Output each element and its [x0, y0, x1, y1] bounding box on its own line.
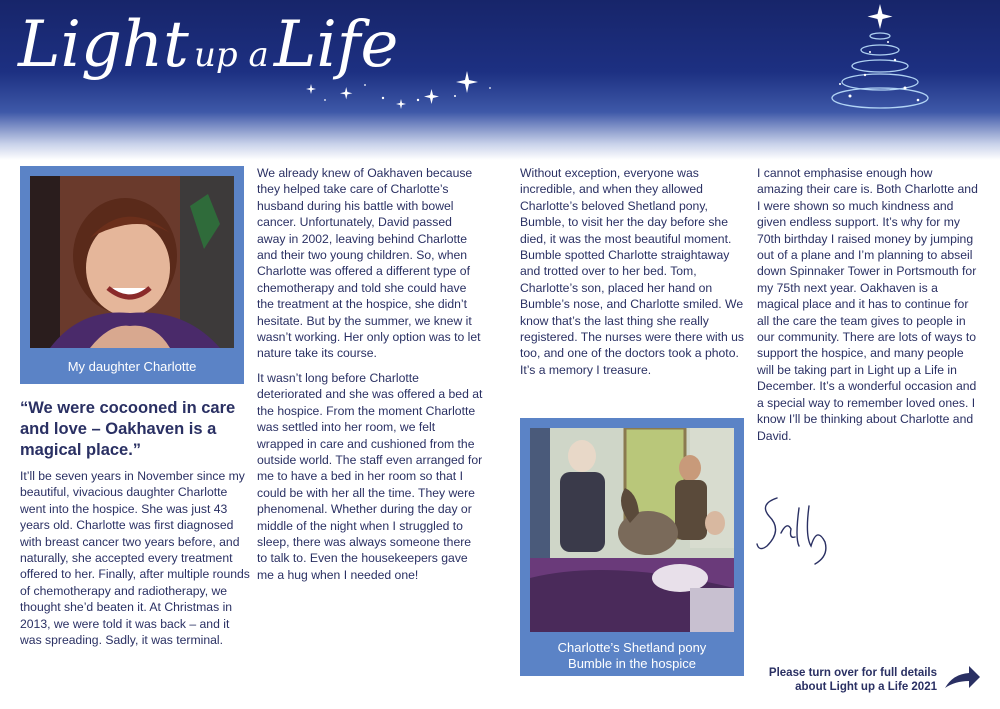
title-word-life: Life — [273, 8, 399, 82]
header-banner — [0, 0, 1000, 160]
column-1-paragraph: It’ll be seven years in November since my beautiful, vivacious daughter Charlotte went into the hospice. She was just 43 years old. Charlotte was first diagnosed with breast cancer two years before, and naturally, she accepted every treatment offered to her. Finally, after multiple rounds of chemotherapy and radiotherapy, we thought she’d beaten it. At Christmas in 2013, we were told it was back – and it was spreading. Sadly, it was terminal. — [20, 469, 250, 648]
signature-sally — [755, 488, 845, 568]
column-2-paragraph-1: We already knew of Oakhaven because they helped take care of Charlotte’s husband during his battle with bowel cancer. Unfortunately, David passed away in 2002, leaving behind Charlotte and their two young children. So, when Charlotte was offered a different type of chemotherapy and told she could have the treatment at the hospice, she didn’t hesitate. But by the summer, we knew it wasn’t working. Her only option was to let nature take its course. — [257, 166, 481, 361]
charlotte-photo — [30, 176, 234, 348]
column-3-text — [520, 165, 745, 386]
footer-turn-over-note — [740, 666, 937, 694]
column-4-text — [757, 165, 979, 452]
charlotte-photo-frame — [20, 166, 244, 384]
footer-line-2: about Light up a Life 2021 — [795, 681, 937, 693]
column-2-paragraph-2: It wasn’t long before Charlotte deteriorated and she was offered a bed at the hospice. From the moment Charlotte was settled into her room, we felt wrapped in care and cushioned from the outside world. The staff even arranged for me to have a bed in her room so that I could be with her all the time. They were phenomenal. Whether during the day or middle of the night when I struggled to sleep, there was always someone there to talk to. Even the housekeepers gave me a hug when I needed one! — [257, 370, 483, 582]
column-1-text — [20, 468, 250, 656]
column-4-paragraph: I cannot emphasise enough how amazing their care is. Both Charlotte and I were shown so much kindness and given endless support. It’s why for my 70th birthday I raised money by jumping out of a plane and I’m planning to abseil down Spinnaker Tower in Portsmouth for my 75th next year. Oakhaven is a magical place and it has to continue for all the care the team gives to people in our community. There are lots of ways to support the hospice, and many people will be taking part in Light up a Life in December. It’s a wonderful occasion and a special way to remember loved ones. I know I’ll be thinking about Charlotte and David. — [757, 166, 978, 443]
pony-photo — [530, 428, 734, 632]
pony-caption-line-1: Charlotte’s Shetland pony — [557, 640, 707, 655]
pull-quote: “We were cocooned in care and love – Oakhaven is a magical place.” — [20, 399, 236, 459]
title-words-up-a: up a — [193, 35, 269, 75]
turn-over-arrow-icon — [943, 664, 981, 692]
christmas-tree-icon — [820, 0, 960, 125]
pony-photo-frame — [520, 418, 744, 676]
pony-photo-caption — [530, 640, 734, 672]
charlotte-photo-caption: My daughter Charlotte — [67, 359, 197, 374]
column-2-text — [257, 165, 483, 591]
pony-caption-line-2: Bumble in the hospice — [568, 656, 696, 671]
title-word-light: Light — [18, 8, 189, 82]
column-3-paragraph: Without exception, everyone was incredible, and when they allowed Charlotte’s beloved Shetland pony, Bumble, to visit her the day before she died, it was the most beautiful moment. Bumble spotted Charlotte straightaway and trotted over to her bed. Tom, Charlotte’s son, placed her hand on Bumble’s nose, and Charlotte smiled. We know that’s the last thing she really registered. The nurses were there with us too, and one of the doctors took a photo. It’s a memory I treasure. — [520, 166, 744, 377]
banner-title — [18, 8, 398, 82]
footer-line-1: Please turn over for full details — [768, 667, 937, 679]
